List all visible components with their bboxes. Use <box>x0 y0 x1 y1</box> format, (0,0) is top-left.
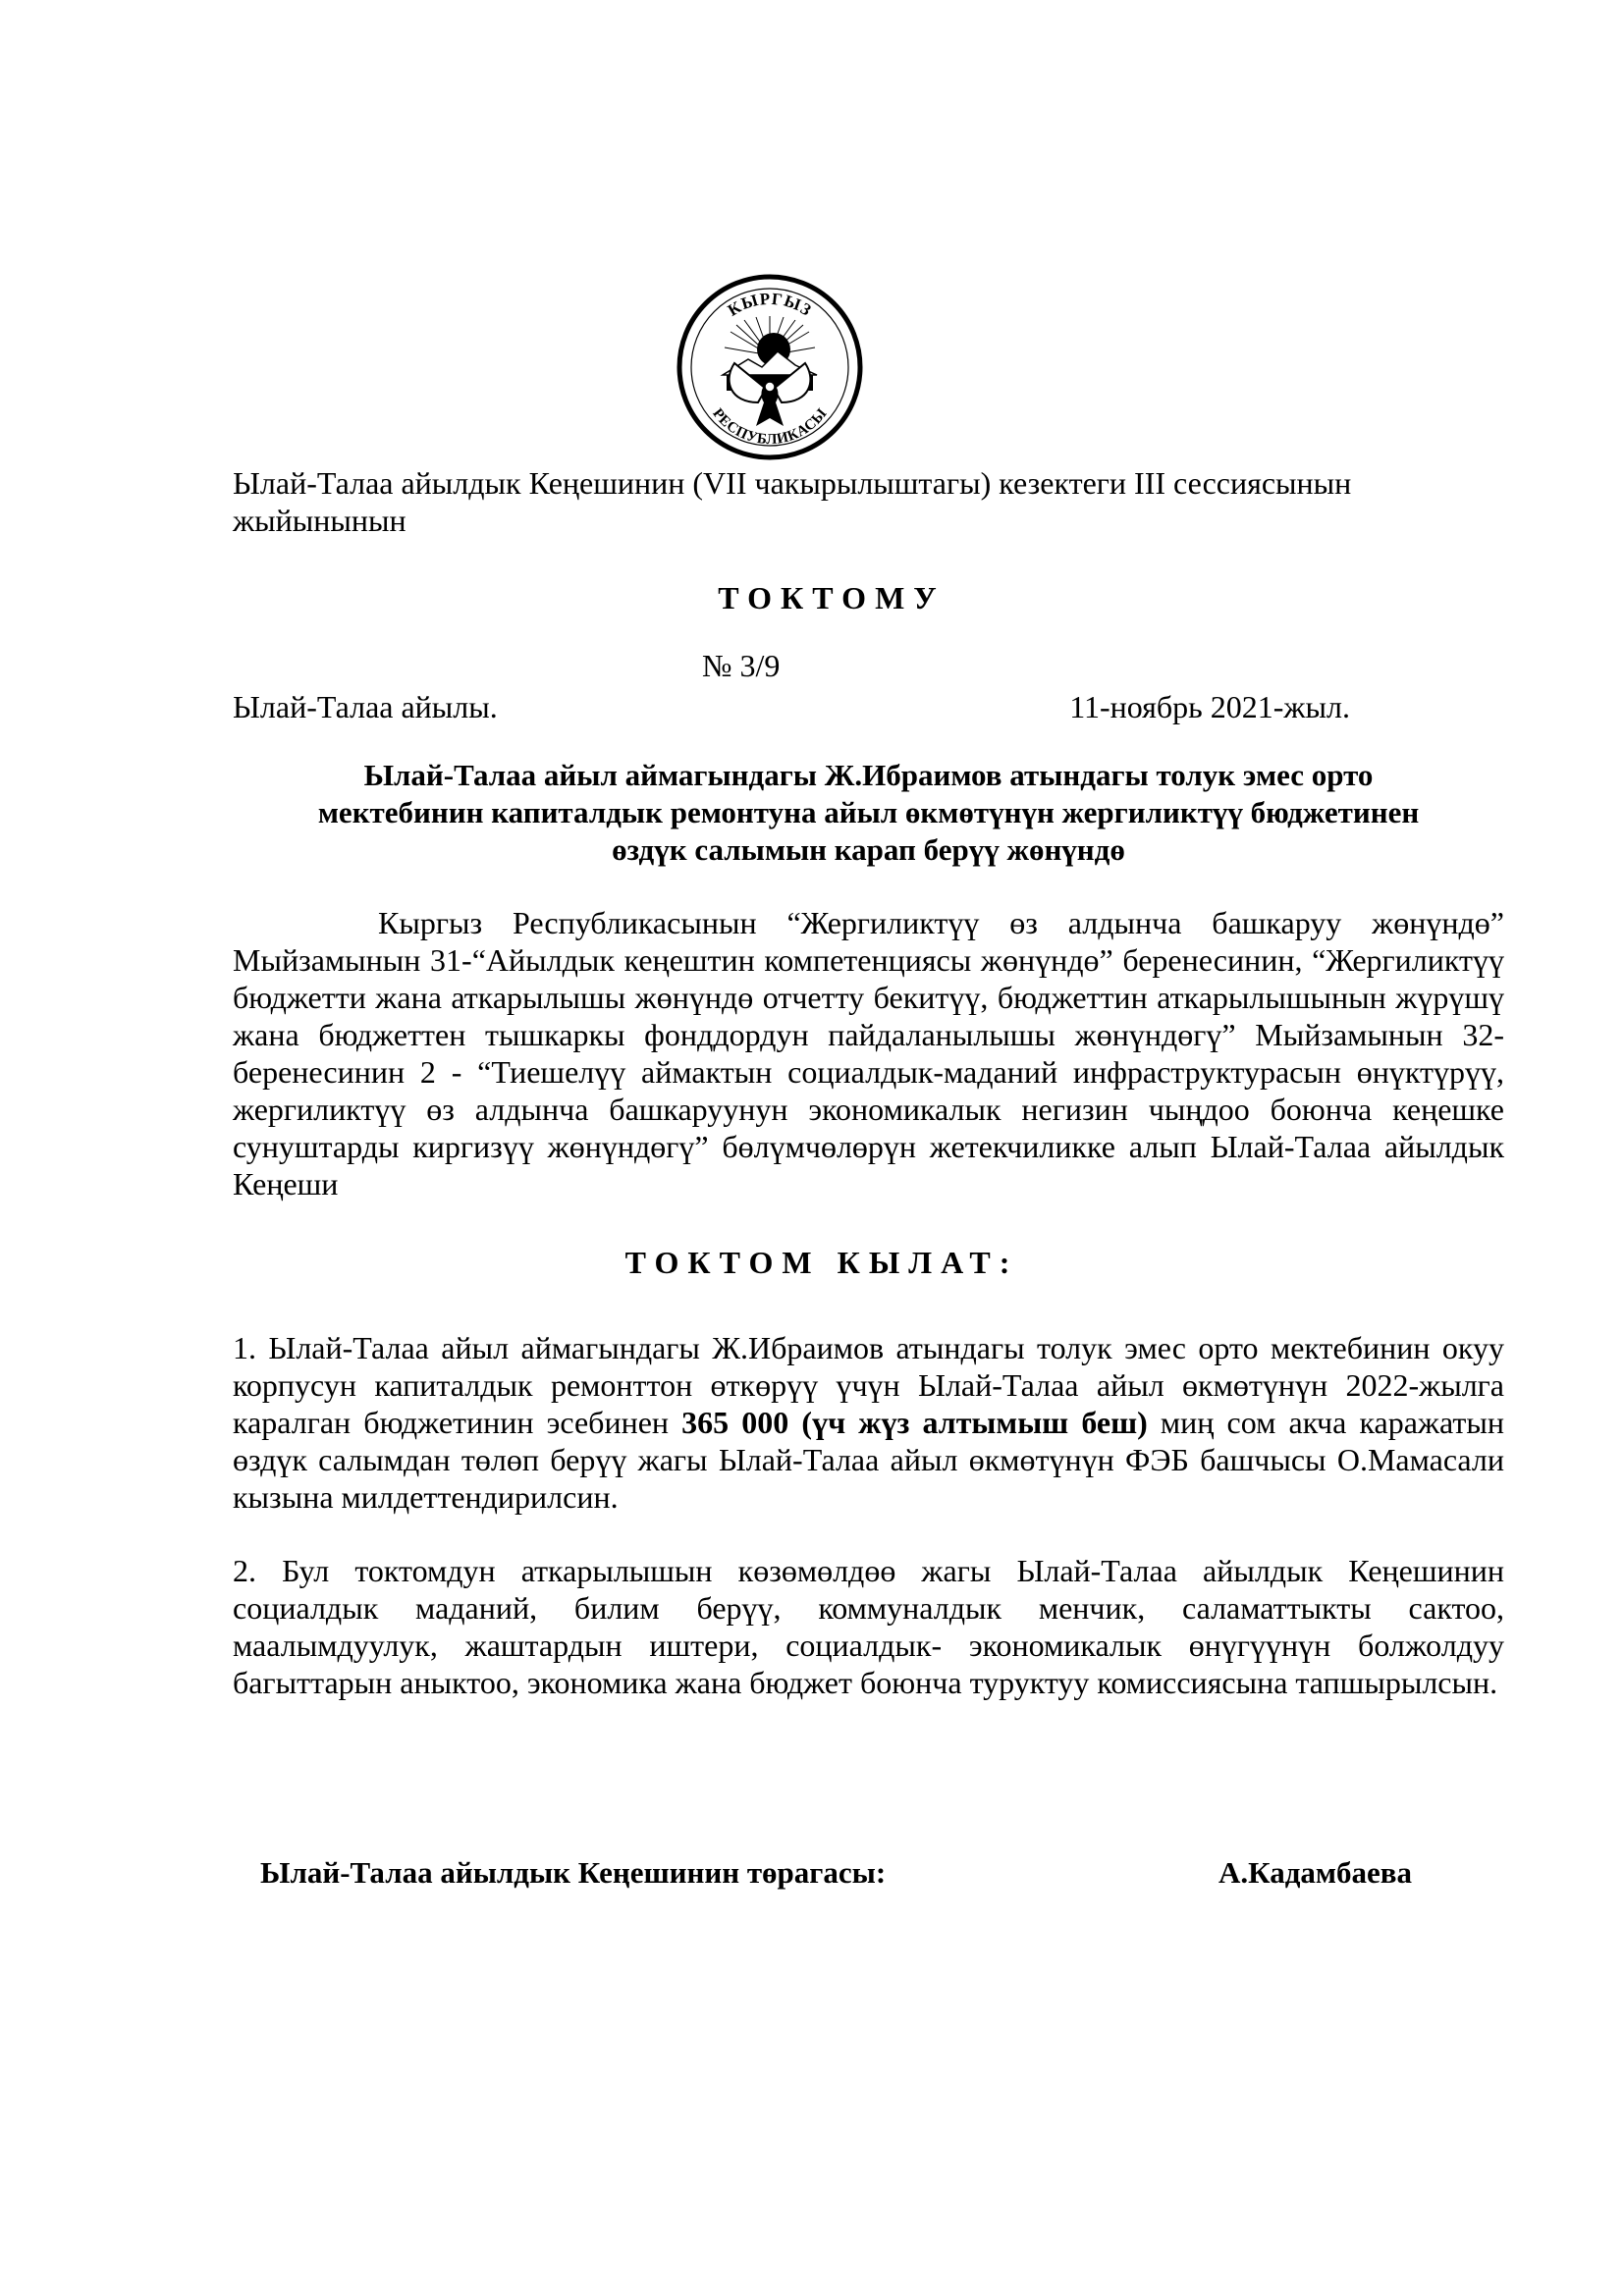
resolution-item-2: 2. Бул токтомдун аткарылышын көзөмөлдөө жагы Ылай-Талаа айылдык Кеңешинин социалдык маданий, билим берүү, коммуналдык менчик, саламаттыкты сактоо, маалымдуулук, жаштардын иштери, социалдык- экономикалык өнүгүүнүн болжолдуу багыттарын аныктоо, экономика жана бюджет боюнча туруктуу комиссиясына тапшырылсын. <box>233 1553 1504 1700</box>
document-number: № 3/9 <box>702 648 781 683</box>
document-date: 11-ноябрь 2021-жыл. <box>1069 689 1350 724</box>
svg-text:РЕСПУБЛИКАСЫ: РЕСПУБЛИКАСЫ <box>709 405 831 449</box>
state-emblem <box>676 273 864 461</box>
session-header <box>233 464 1509 539</box>
svg-text:КЫРГЫЗ: КЫРГЫЗ <box>724 289 816 320</box>
signature-name: А.Кадамбаева <box>1218 1855 1412 1890</box>
resolution-item-1-text-before: 1. Ылай-Талаа айыл аймагындагы Ж.Ибраимов атындагы толук эмес орто мектебинин окуу корпусун капиталдык ремонттон өткөрүү үчүн Ылай-Талаа айыл өкмөтүнүн 2022-жылга каралган бюджетинин эсебинен <box>233 1330 1504 1440</box>
resolution-item-1 <box>233 1329 1504 1516</box>
document-place: Ылай-Талаа айылы. <box>233 689 498 724</box>
resolution-amount: 365 000 (үч жүз алтымыш беш) <box>681 1405 1148 1440</box>
session-header-line1: Ылай-Талаа айылдык Кеңешинин (VII чакырылыштагы) кезектеги III сессиясынын <box>233 465 1352 501</box>
document-title <box>233 757 1504 869</box>
document-title-line3: өздүк салымын карап берүү жөнүндө <box>612 832 1125 867</box>
document-title-line1: Ылай-Талаа айыл аймагындагы Ж.Ибраимов атындагы толук эмес орто <box>363 758 1374 792</box>
resolution-item-1-text-after: миң сом акча каражатын өздүк салымдан төлөп берүү жагы Ылай-Талаа айыл өкмөтүнүн ФЭБ башчысы О.Мамасали кызына милдеттендирилсин. <box>233 1405 1505 1515</box>
preamble-paragraph: Кыргыз Республикасынын “Жергиликтүү өз алдынча башкаруу жөнүндө” Мыйзамынын 31-“Айылдык кеңештин компетенциясы жөнүндө” беренесинин, “Жергиликтүү бюджетти жана аткарылышы жөнүндө отчетту бекитүү, бюджеттин аткарылышынын жүрүшү жана бюджеттен тышкаркы фонддордун пайдаланылышы жөнүндөгү” Мыйзамынын 32-беренесинин 2 - “Тиешелүү аймактын социалдык-маданий инфраструктурасын өнүктүрүү, жергиликтүү өз алдынча башкаруунун экономикалык негизин чыңдоо боюнча кеңешке сунуштарды киргизүү жөнүндөгү” бөлүмчөлөрүн жетекчиликке алып Ылай-Талаа айылдык Кеңеши <box>233 905 1504 1201</box>
signature-title: Ылай-Талаа айылдык Кеңешинин төрагасы: <box>260 1855 887 1890</box>
emblem-seal-icon <box>676 273 864 461</box>
document-type: ТОКТОМУ <box>718 580 946 615</box>
session-header-line2: жыйынынын <box>233 503 406 538</box>
document-title-line2: мектебинин капиталдык ремонтуна айыл өкмөтүнүн жергиликтүү бюджетинен <box>317 795 1420 829</box>
resolves-heading: ТОКТОМ КЫЛАТ: <box>624 1245 1019 1280</box>
